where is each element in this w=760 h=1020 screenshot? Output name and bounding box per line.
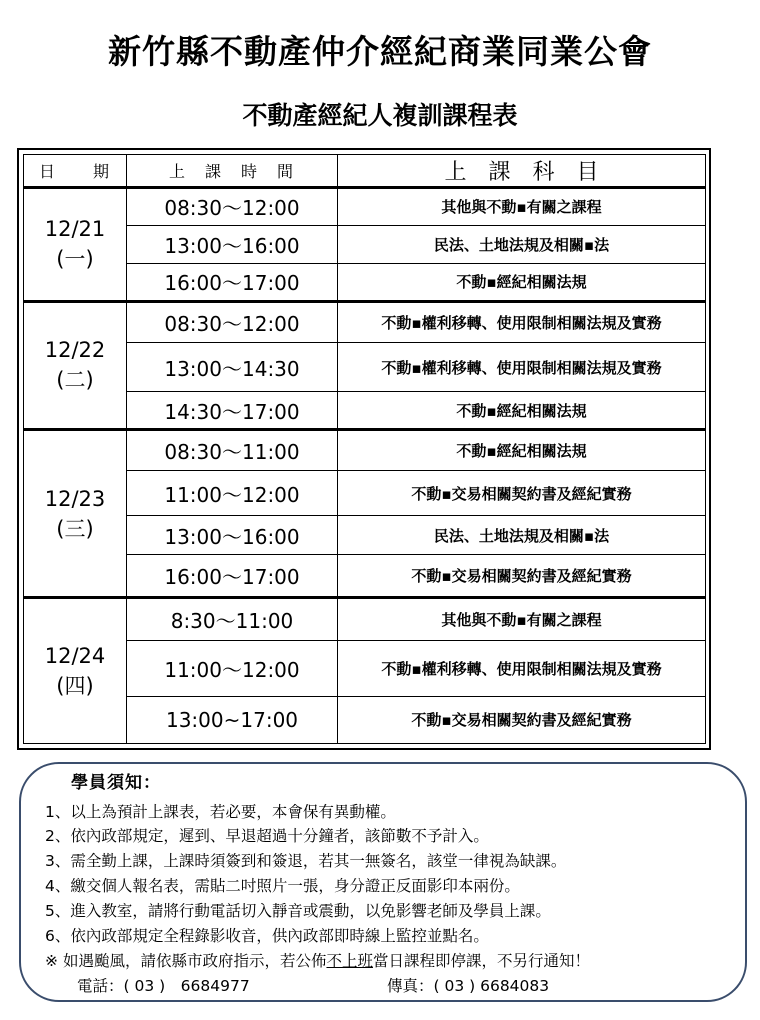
session-time: 13:00～14:30 (127, 342, 338, 391)
day-weekday: (四) (56, 674, 94, 699)
notes-box (19, 762, 747, 1002)
typhoon-text-underlined: 不上班 (326, 952, 373, 970)
header-time: 上 課 時 間 (127, 155, 338, 188)
session-time: 14:30～17:00 (127, 392, 338, 430)
day-cell (24, 188, 127, 302)
typhoon-text-pre: 如遇颱風，請依縣市政府指示，若公佈 (62, 952, 327, 970)
session-subject: 其他與不動▪有關之課程 (338, 598, 706, 641)
session-subject: 民法、土地法規及相關▪法 (338, 225, 706, 263)
session-subject: 不動▪交易相關契約書及經紀實務 (338, 471, 706, 516)
day-weekday: (三) (56, 516, 94, 541)
session-subject: 其他與不動▪有關之課程 (338, 188, 706, 226)
page-subtitle: 不動產經紀人複訓課程表 (242, 101, 518, 130)
note-item: 3、需全勤上課，上課時須簽到和簽退，若其一無簽名，該堂一律視為缺課。 (45, 852, 567, 870)
schedule-table-frame (17, 148, 711, 750)
notes-title: 學員須知： (71, 773, 161, 793)
day-cell (24, 598, 127, 744)
session-time: 11:00～12:00 (127, 471, 338, 516)
session-time: 16:00～17:00 (127, 555, 338, 598)
typhoon-text-post: 當日課程即停課，不另行通知！ (372, 952, 590, 970)
session-time: 11:00～12:00 (127, 641, 338, 696)
session-time: 16:00～17:00 (127, 263, 338, 301)
reference-mark-icon: ※ (45, 952, 58, 970)
session-subject: 民法、土地法規及相關▪法 (338, 516, 706, 555)
fax-number: 傳真：( 03 ) 6684083 (387, 977, 550, 995)
day-weekday: (二) (56, 368, 94, 393)
day-weekday: (一) (56, 247, 94, 272)
page-title: 新竹縣不動產仲介經紀商業同業公會 (108, 32, 652, 71)
day-cell (24, 301, 127, 429)
session-time: 08:30～12:00 (127, 301, 338, 342)
session-subject: 不動▪經紀相關法規 (338, 392, 706, 430)
day-date: 12/23 (44, 486, 106, 511)
session-subject: 不動▪權利移轉、使用限制相關法規及實務 (338, 641, 706, 696)
note-item: 6、依內政部規定全程錄影收音，供內政部即時線上監控並點名。 (45, 927, 489, 945)
day-date: 12/22 (44, 338, 106, 363)
session-subject: 不動▪交易相關契約書及經紀實務 (338, 555, 706, 598)
day-cell (24, 430, 127, 598)
session-subject: 不動▪權利移轉、使用限制相關法規及實務 (338, 301, 706, 342)
note-item: 5、進入教室，請將行動電話切入靜音或震動，以免影響老師及學員上課。 (45, 902, 551, 920)
schedule-table (23, 154, 706, 744)
note-item: 2、依內政部規定，遲到、早退超過十分鐘者，該節數不予計入。 (45, 827, 489, 845)
session-subject: 不動▪經紀相關法規 (338, 263, 706, 301)
header-date: 日 期 (24, 155, 127, 188)
session-subject: 不動▪經紀相關法規 (338, 430, 706, 471)
session-subject: 不動▪權利移轉、使用限制相關法規及實務 (338, 342, 706, 391)
session-time: 08:30～12:00 (127, 188, 338, 226)
phone-number: 電話：( 03 ) 6684977 (77, 977, 250, 995)
session-time: 13:00～16:00 (127, 225, 338, 263)
session-subject: 不動▪交易相關契約書及經紀實務 (338, 696, 706, 743)
typhoon-notice (45, 949, 590, 971)
header-subject: 上 課 科 目 (338, 155, 706, 188)
session-time: 13:00～16:00 (127, 516, 338, 555)
note-item: 4、繳交個人報名表，需貼二吋照片一張，身分證正反面影印本兩份。 (45, 877, 520, 895)
day-date: 12/24 (44, 644, 106, 669)
session-time: 08:30～11:00 (127, 430, 338, 471)
session-time: 13:00~17:00 (127, 696, 338, 743)
day-date: 12/21 (44, 217, 106, 242)
note-item: 1、以上為預計上課表，若必要，本會保有異動權。 (45, 803, 396, 821)
session-time: 8:30～11:00 (127, 598, 338, 641)
